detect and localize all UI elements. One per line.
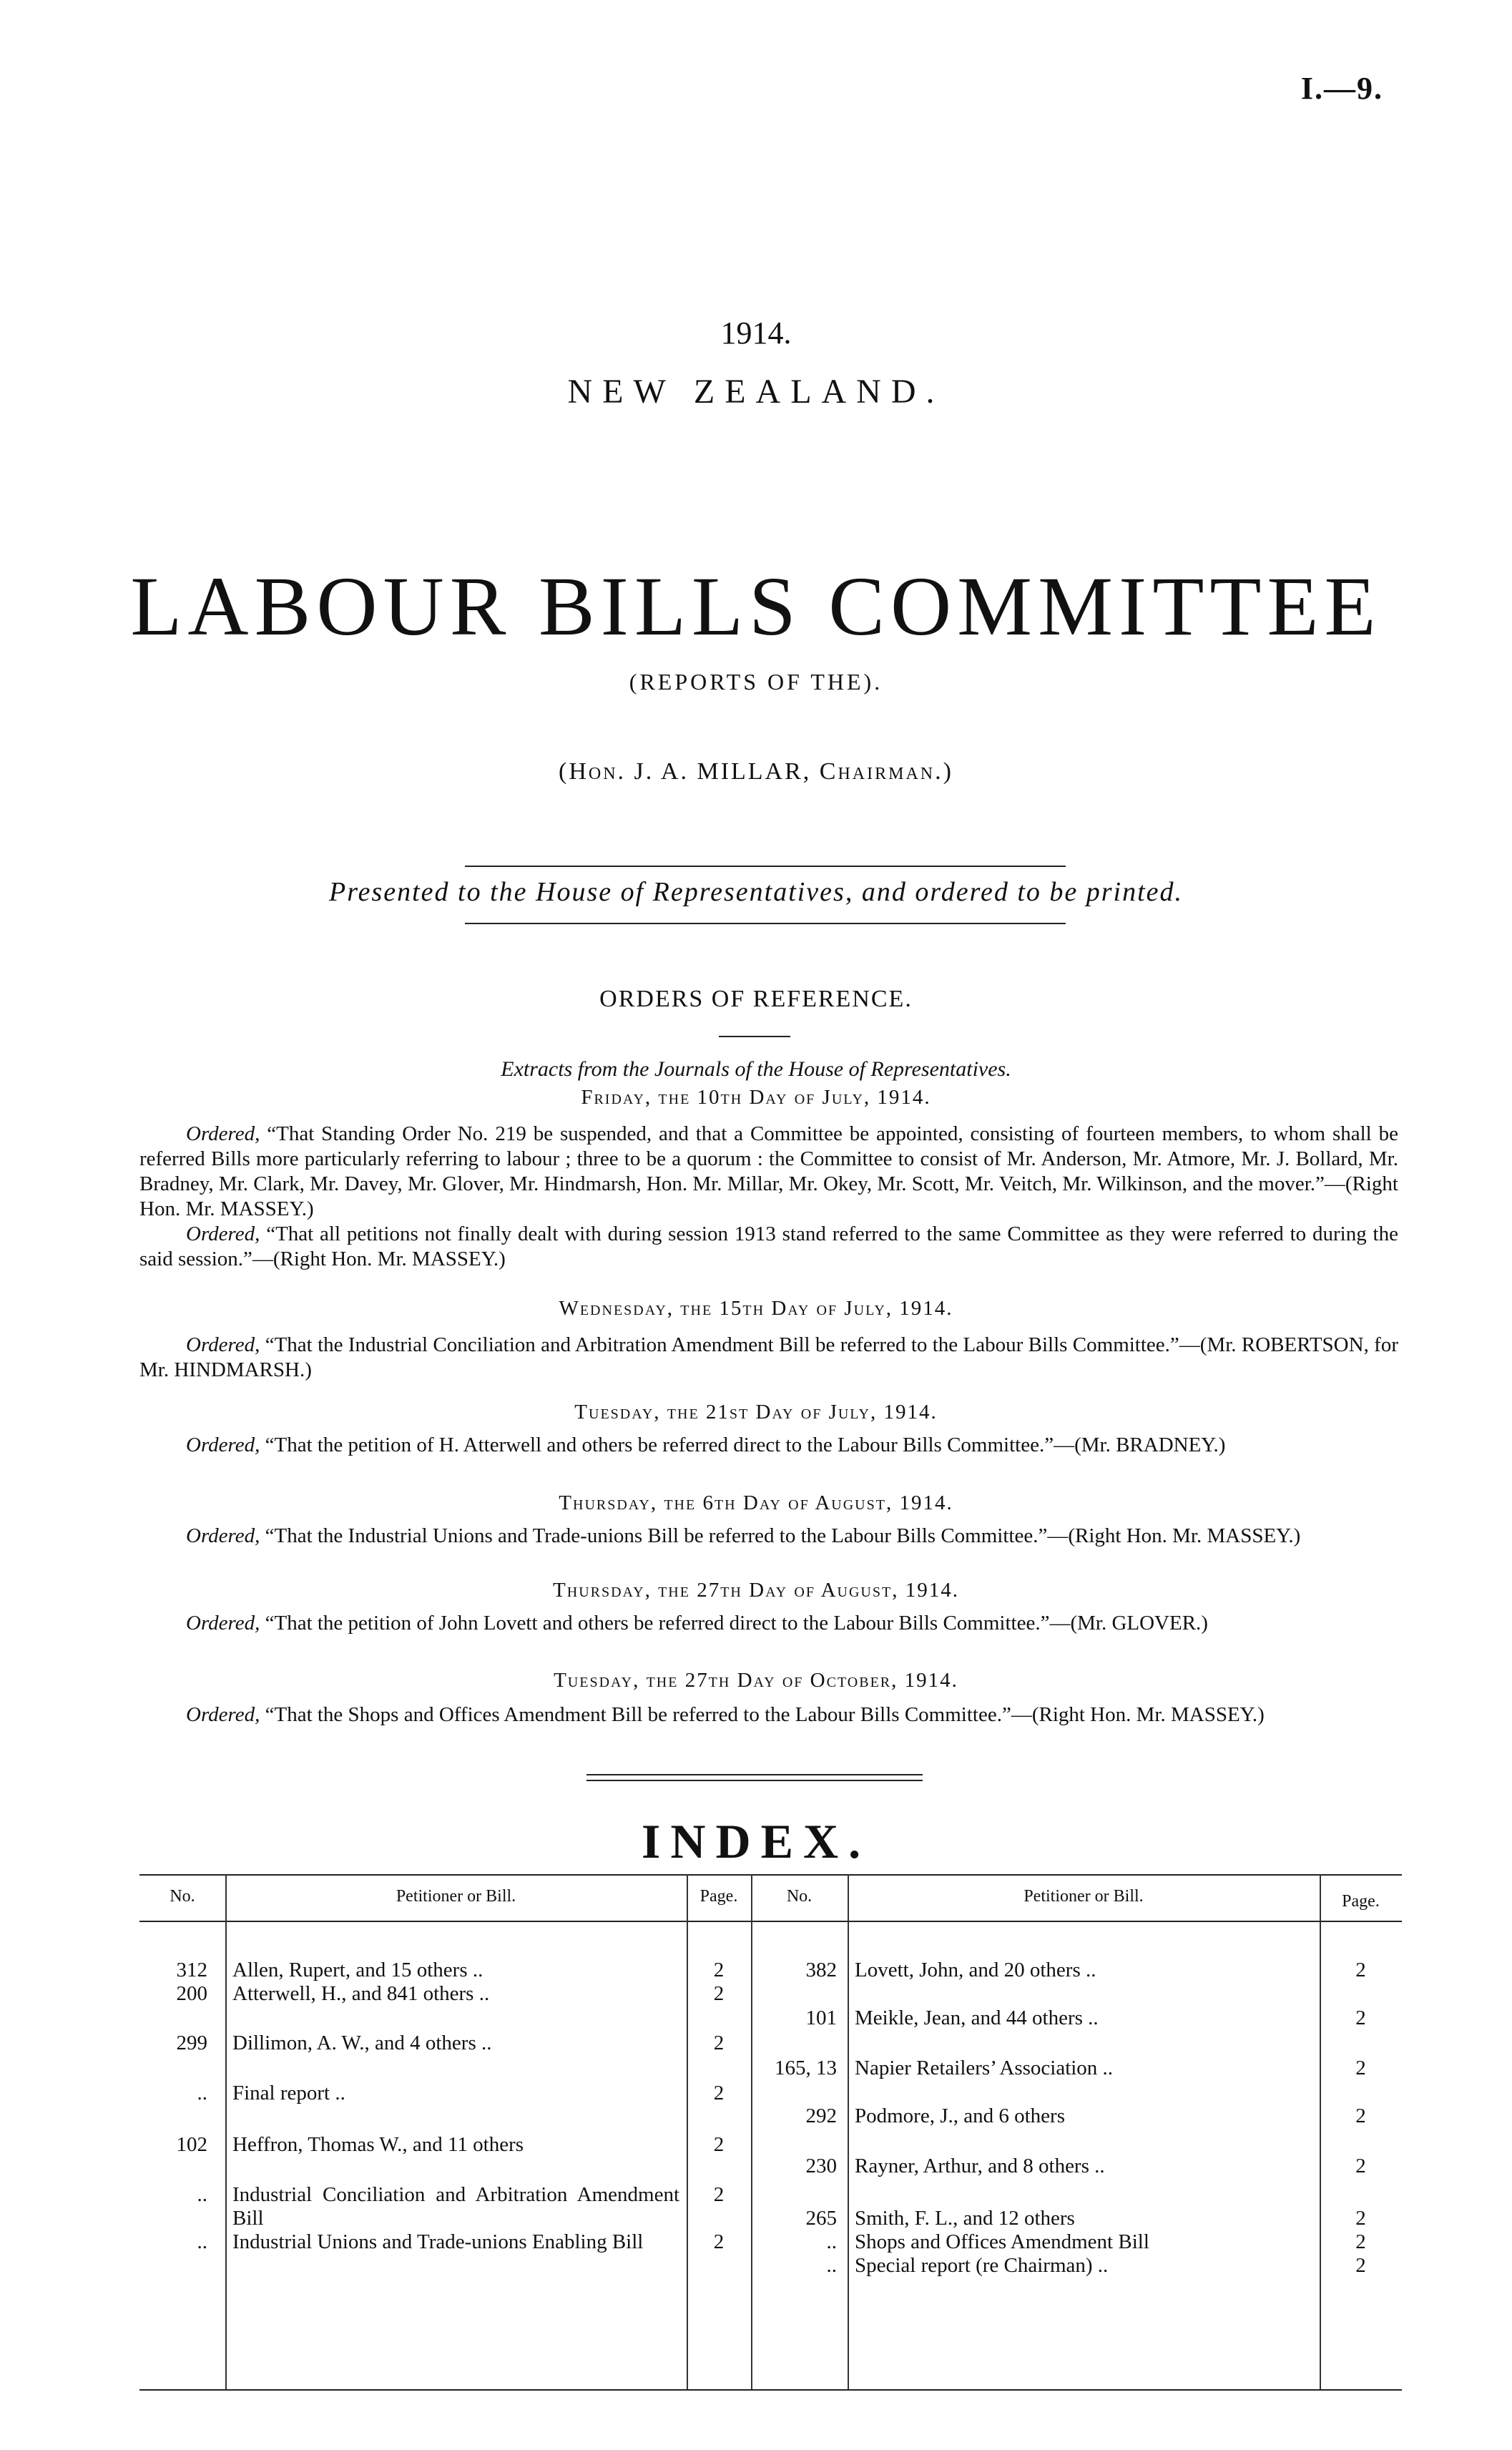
row-name: Lovett, John, and 20 others .. [855,1959,1096,1981]
row-number: 312 [176,1959,207,1981]
row-number: 200 [176,1982,207,2005]
rule-bottom [465,923,1066,924]
row-name: Shops and Offices Amendment Bill [855,2230,1149,2253]
order-text: “That all petitions not finally dealt with during session 1913 stand referred to the same Committee as they were referred to during the said session.”—(Right Hon. Mr. MASSEY.) [139,1222,1398,1270]
table-header-rule [139,1921,1402,1922]
row-page: 2 [1355,1959,1366,1981]
col-divider [687,1874,688,2389]
ordered-label: Ordered, [186,1612,260,1635]
row-number: .. [197,2230,207,2253]
row-name: Special report (re Chairman) .. [855,2254,1109,2277]
page-number: I.—9. [1300,71,1383,106]
year: 1914. [720,315,792,351]
order-date: Tuesday, the 27th Day of October, 1914. [554,1669,958,1692]
row-number: .. [197,2183,207,2206]
header-no: No. [786,1887,813,1906]
header-page: Page. [1342,1892,1380,1911]
col-divider [225,1874,227,2389]
row-number: 382 [805,1959,837,1981]
order-paragraph [139,1122,1398,1222]
row-number: 265 [805,2207,837,2230]
row-number: .. [826,2254,837,2277]
table-bottom-rule [139,2389,1402,2391]
row-name: Rayner, Arthur, and 8 others .. [855,2155,1105,2177]
order-text: “That Standing Order No. 219 be suspended, and that a Committee be appointed, consisting of fourteen members, to whom shall be referred Bills more particularly referring to labour ; three to be a quorum : the Committee to consist of Mr. Anderson, Mr. Atmore, Mr. J. Bollard, Mr. Bradney, Mr. Clark, Mr. Davey, Mr. Glover, Mr. Hindmarsh, Hon. Mr. Millar, Mr. Okey, Mr. Scott, Mr. Veitch, Mr. Wilkinson, and the mover.”—(Right Hon. Mr. MASSEY.) [139,1122,1398,1220]
order-text: “That the Industrial Unions and Trade-unions Bill be referred to the Labour Bills Committee.”—(Right Hon. Mr. MASSEY.) [260,1524,1301,1547]
row-name: Podmore, J., and 6 others [855,2104,1065,2127]
order-paragraph [139,1611,1398,1636]
row-number: 292 [805,2104,837,2127]
order-text: “That the petition of John Lovett and others be referred direct to the Labour Bills Committee.”—(Mr. GLOVER.) [260,1612,1208,1635]
row-page: 2 [1355,2155,1366,2177]
order-paragraph [139,1433,1398,1458]
row-name: Napier Retailers’ Association .. [855,2057,1114,2079]
header-no: No. [170,1887,195,1906]
orders-heading: ORDERS OF REFERENCE. [599,986,913,1012]
col-divider [751,1874,752,2389]
row-number: .. [826,2230,837,2253]
order-text: “That the Industrial Conciliation and Arbitration Amendment Bill be referred to the Labour Bills Committee.”—(Mr. ROBERTSON, for Mr. HINDMARSH.) [139,1333,1398,1381]
document-subtitle: (REPORTS OF THE). [629,669,883,695]
table-top-rule [139,1874,1402,1876]
row-page: 2 [1355,2207,1366,2230]
order-date: Thursday, the 27th Day of August, 1914. [553,1579,959,1602]
row-name: Allen, Rupert, and 15 others .. [232,1959,483,1981]
row-page: 2 [1355,2057,1366,2079]
order-text: “That the Shops and Offices Amendment Bill be referred to the Labour Bills Committee.”—(Right Hon. Mr. MASSEY.) [260,1703,1265,1726]
row-page: 2 [713,2133,725,2156]
row-number: 165, 13 [775,2057,837,2079]
row-name: Heffron, Thomas W., and 11 others [232,2133,524,2156]
row-name: Industrial Conciliation and Arbitration Amendment Bill [232,2183,679,2230]
row-name: Atterwell, H., and 841 others .. [232,1982,490,2005]
row-page: 2 [1355,2254,1366,2277]
row-name: Smith, F. L., and 12 others [855,2207,1075,2230]
order-date: Wednesday, the 15th Day of July, 1914. [559,1297,953,1320]
order-text: “That the petition of H. Atterwell and others be referred direct to the Labour Bills Committee.”—(Mr. BRADNEY.) [260,1434,1226,1456]
country: NEW ZEALAND. [567,373,945,411]
presented-line: Presented to the House of Representatives, and ordered to be printed. [328,877,1184,907]
order-date: Friday, the 10th Day of July, 1914. [581,1086,931,1109]
ordered-label: Ordered, [186,1434,260,1456]
order-date: Tuesday, the 21st Day of July, 1914. [574,1401,938,1424]
rule-top [465,866,1066,867]
ordered-label: Ordered, [186,1524,260,1547]
index-table [139,1874,1402,2425]
extracts-line: Extracts from the Journals of the House of Representatives. [501,1057,1011,1081]
row-name: Meikle, Jean, and 44 others .. [855,2006,1099,2029]
row-page: 2 [1355,2006,1366,2029]
row-number: 299 [176,2032,207,2054]
chairman-line: (Hon. J. A. MILLAR, Chairman.) [559,758,953,785]
row-page: 2 [713,1982,725,2005]
header-page: Page. [699,1887,738,1906]
order-paragraph [139,1524,1398,1549]
document-title: LABOUR BILLS COMMITTEE [130,559,1382,653]
row-page: 2 [1355,2104,1366,2127]
col-divider [1320,1874,1321,2389]
order-paragraph [139,1222,1398,1272]
ordered-label: Ordered, [186,1333,260,1356]
ordered-label: Ordered, [186,1122,260,1145]
row-number: 102 [176,2133,207,2156]
order-date: Thursday, the 6th Day of August, 1914. [559,1491,953,1514]
row-page: 2 [713,1959,725,1981]
double-rule-2 [586,1780,923,1781]
row-page: 2 [713,2082,725,2104]
row-page: 2 [713,2032,725,2054]
col-divider [848,1874,849,2389]
row-page: 2 [713,2183,725,2206]
ordered-label: Ordered, [186,1222,260,1245]
order-paragraph [139,1333,1398,1383]
double-rule-1 [586,1774,923,1775]
row-name: Dillimon, A. W., and 4 others .. [232,2032,492,2054]
order-paragraph [139,1702,1398,1728]
row-page: 2 [713,2230,725,2253]
header-petitioner: Petitioner or Bill. [1023,1887,1144,1906]
index-heading: INDEX. [641,1814,871,1868]
header-petitioner: Petitioner or Bill. [396,1887,516,1906]
row-number: 101 [805,2006,837,2029]
row-number: .. [197,2082,207,2104]
row-name: Final report .. [232,2082,345,2104]
row-page: 2 [1355,2230,1366,2253]
row-name: Industrial Unions and Trade-unions Enabling Bill [232,2230,644,2253]
ordered-label: Ordered, [186,1703,260,1726]
row-number: 230 [805,2155,837,2177]
short-rule [719,1036,790,1037]
